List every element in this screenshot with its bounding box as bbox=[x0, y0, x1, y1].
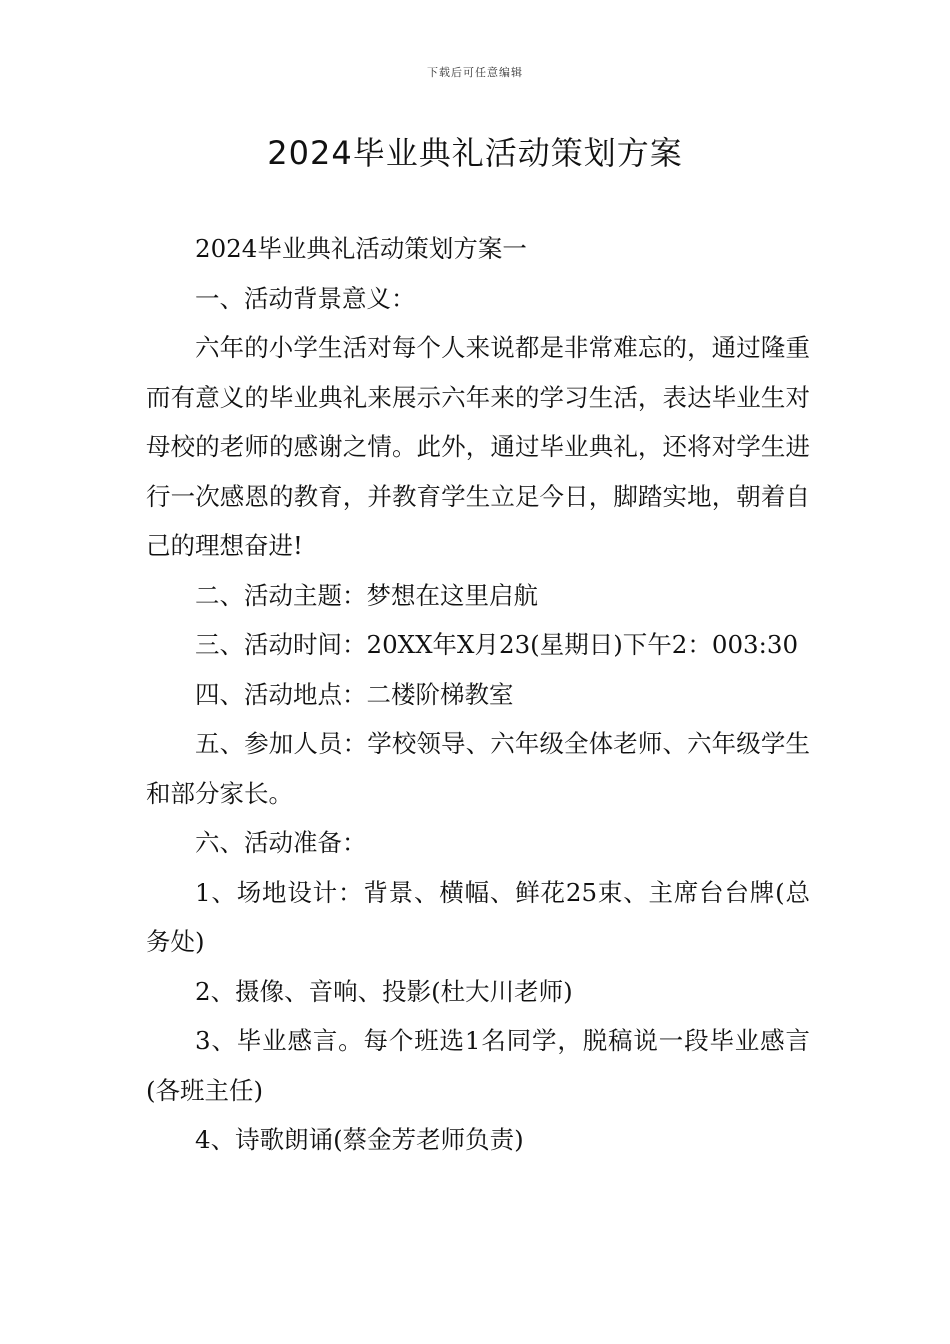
subtitle-paragraph: 2024毕业典礼活动策划方案一 bbox=[195, 234, 527, 263]
document-body bbox=[146, 224, 810, 1165]
prep-item-speech: 3、毕业感言。每个班选1名同学，脱稿说一段毕业感言(各班主任) bbox=[146, 1026, 810, 1105]
section-time: 三、活动时间：20XX年X月23(星期日)下午2：003:30 bbox=[195, 630, 799, 659]
section-location: 四、活动地点：二楼阶梯教室 bbox=[195, 679, 514, 709]
document-title: 2024毕业典礼活动策划方案 bbox=[267, 134, 683, 172]
section-participants: 五、参加人员：学校领导、六年级全体老师、六年级学生和部分家长。 bbox=[146, 729, 810, 808]
prep-item-av: 2、摄像、音响、投影(杜大川老师) bbox=[195, 976, 573, 1006]
prep-item-venue: 1、场地设计：背景、横幅、鲜花25束、主席台台牌(总务处) bbox=[146, 877, 810, 956]
header-note: 下载后可任意编辑 bbox=[427, 66, 523, 79]
prep-item-poetry: 4、诗歌朗诵(蔡金芳老师负责) bbox=[195, 1125, 524, 1154]
section-background-heading: 一、活动背景意义： bbox=[195, 283, 416, 313]
section-preparation-heading: 六、活动准备： bbox=[195, 828, 367, 857]
background-paragraph: 六年的小学生活对每个人来说都是非常难忘的，通过隆重而有意义的毕业典礼来展示六年来的学习生活，表达毕业生对母校的老师的感谢之情。此外，通过毕业典礼，还将对学生进行一次感恩的教育，并教育学生立足今日，脚踏实地，朝着自己的理想奋进! bbox=[146, 333, 810, 560]
section-theme: 二、活动主题：梦想在这里启航 bbox=[195, 580, 538, 610]
